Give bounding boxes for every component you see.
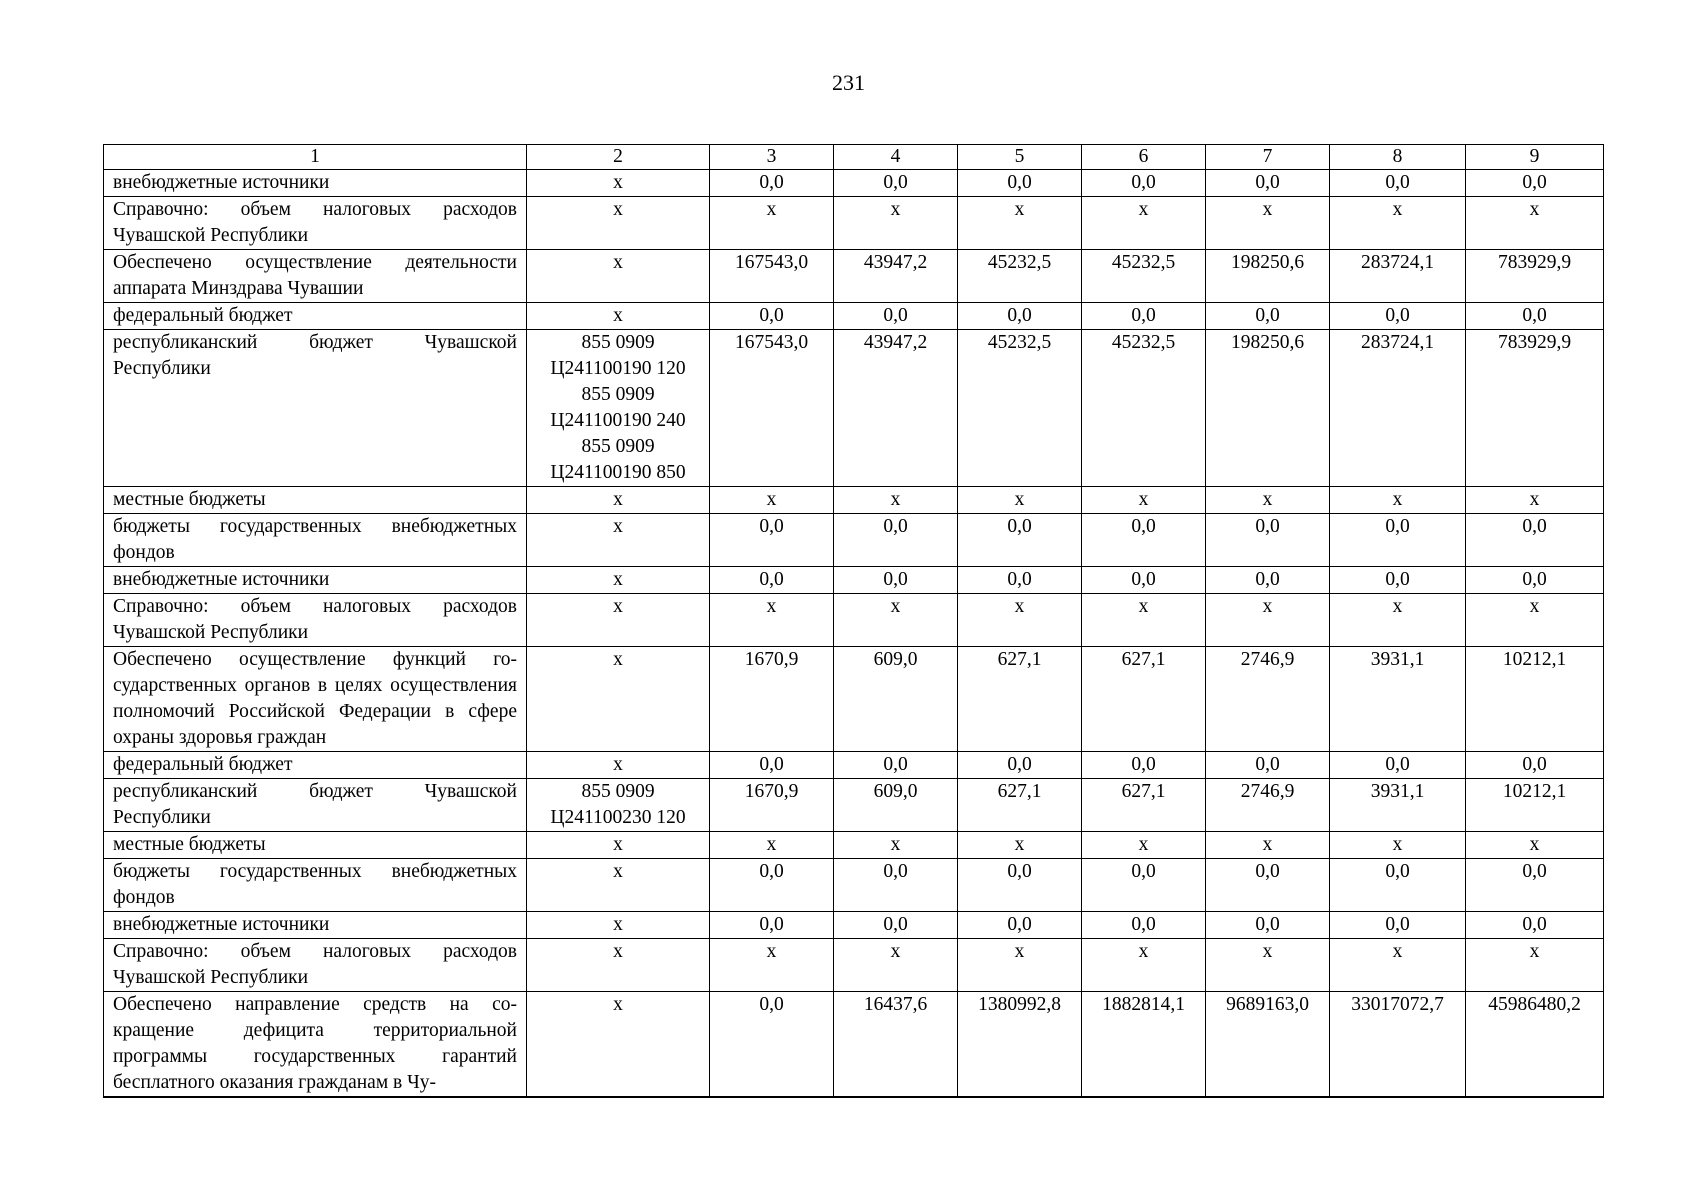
value-cell: х xyxy=(1206,939,1330,992)
value-cell: х xyxy=(834,939,958,992)
value-cell: х xyxy=(1466,197,1604,250)
budget-code-line: х xyxy=(613,754,623,775)
value-cell: 43947,2 xyxy=(834,330,958,487)
value-cell: х xyxy=(710,832,834,859)
value-cell: х xyxy=(1082,939,1206,992)
value-cell: 45232,5 xyxy=(958,330,1082,487)
value-cell: 1670,9 xyxy=(710,779,834,832)
table-row xyxy=(104,250,1604,303)
budget-code-line: х xyxy=(613,941,623,962)
value-cell: 0,0 xyxy=(710,514,834,567)
value-cell: 0,0 xyxy=(1206,514,1330,567)
value-cell: 0,0 xyxy=(834,514,958,567)
budget-code xyxy=(527,859,710,912)
budget-code xyxy=(527,992,710,1098)
value-cell: 0,0 xyxy=(958,567,1082,594)
value-cell: 0,0 xyxy=(834,303,958,330)
table-row xyxy=(104,859,1604,912)
budget-code xyxy=(527,594,710,647)
budget-code xyxy=(527,912,710,939)
budget-code-line: х xyxy=(613,569,623,590)
value-cell: 609,0 xyxy=(834,647,958,752)
table-body xyxy=(104,145,1604,1098)
value-cell: 0,0 xyxy=(958,170,1082,197)
row-name: Обеспечено осуществление деятельности аппарата Минздрава Чувашии xyxy=(104,250,527,303)
budget-table xyxy=(103,144,1604,1098)
value-cell: 627,1 xyxy=(958,779,1082,832)
value-cell: 0,0 xyxy=(1466,170,1604,197)
table-row xyxy=(104,992,1604,1098)
value-cell: 0,0 xyxy=(834,859,958,912)
column-number: 2 xyxy=(527,145,710,170)
value-cell: 0,0 xyxy=(1206,170,1330,197)
value-cell: 0,0 xyxy=(1082,567,1206,594)
value-cell: 0,0 xyxy=(958,859,1082,912)
budget-code-line: х xyxy=(613,914,623,935)
value-cell: х xyxy=(1206,197,1330,250)
value-cell: 0,0 xyxy=(1206,303,1330,330)
value-cell: 0,0 xyxy=(1330,514,1466,567)
value-cell: х xyxy=(1466,939,1604,992)
table-row xyxy=(104,303,1604,330)
value-cell: 0,0 xyxy=(1466,303,1604,330)
row-name: местные бюджеты xyxy=(104,832,527,859)
value-cell: 45986480,2 xyxy=(1466,992,1604,1098)
budget-code-line: 855 0909 xyxy=(581,384,655,405)
column-number: 6 xyxy=(1082,145,1206,170)
row-name: местные бюджеты xyxy=(104,487,527,514)
value-cell: х xyxy=(710,197,834,250)
budget-code-line: 855 0909 xyxy=(581,436,655,457)
value-cell: 0,0 xyxy=(1082,170,1206,197)
value-cell: х xyxy=(1206,487,1330,514)
value-cell: 10212,1 xyxy=(1466,779,1604,832)
value-cell: 0,0 xyxy=(1082,912,1206,939)
budget-code-line: х xyxy=(613,516,623,537)
value-cell: х xyxy=(1206,594,1330,647)
value-cell: х xyxy=(1206,832,1330,859)
row-name: Обеспечено направление средств на сокращение дефицита территориальной программы государственных гарантий бесплатного оказания гражданам в Чу- xyxy=(104,992,527,1098)
value-cell: х xyxy=(710,594,834,647)
column-number: 5 xyxy=(958,145,1082,170)
value-cell: х xyxy=(1466,487,1604,514)
row-name: бюджеты государственных внебюджетных фондов xyxy=(104,514,527,567)
value-cell: 0,0 xyxy=(710,567,834,594)
value-cell: х xyxy=(710,939,834,992)
value-cell: 0,0 xyxy=(1466,567,1604,594)
value-cell: 627,1 xyxy=(1082,647,1206,752)
table-row xyxy=(104,330,1604,487)
table-row xyxy=(104,487,1604,514)
value-cell: х xyxy=(1330,594,1466,647)
value-cell: 45232,5 xyxy=(1082,250,1206,303)
row-name: Обеспечено осуществление функций государственных органов в целях осуществления полномочий Российской Федерации в сфере охраны здоровья граждан xyxy=(104,647,527,752)
value-cell: 198250,6 xyxy=(1206,250,1330,303)
value-cell: х xyxy=(834,594,958,647)
row-name: федеральный бюджет xyxy=(104,752,527,779)
value-cell: 0,0 xyxy=(958,514,1082,567)
value-cell: 45232,5 xyxy=(958,250,1082,303)
column-number: 7 xyxy=(1206,145,1330,170)
budget-code-line: х xyxy=(613,994,623,1015)
budget-code xyxy=(527,197,710,250)
row-name: внебюджетные источники xyxy=(104,912,527,939)
value-cell: 0,0 xyxy=(958,912,1082,939)
value-cell: х xyxy=(1330,939,1466,992)
value-cell: х xyxy=(1466,594,1604,647)
value-cell: 0,0 xyxy=(1082,859,1206,912)
row-name: Справочно: объем налоговых расходов Чувашской Республики xyxy=(104,939,527,992)
value-cell: 0,0 xyxy=(710,303,834,330)
row-name: республиканский бюджет Чувашской Республики xyxy=(104,330,527,487)
value-cell: х xyxy=(1082,487,1206,514)
value-cell: х xyxy=(1082,594,1206,647)
budget-code-line: х xyxy=(613,649,623,670)
value-cell: х xyxy=(834,197,958,250)
value-cell: 0,0 xyxy=(958,303,1082,330)
value-cell: 167543,0 xyxy=(710,250,834,303)
value-cell: 2746,9 xyxy=(1206,779,1330,832)
value-cell: х xyxy=(958,939,1082,992)
value-cell: х xyxy=(1330,832,1466,859)
value-cell: 16437,6 xyxy=(834,992,958,1098)
table-row xyxy=(104,647,1604,752)
row-name: бюджеты государственных внебюджетных фондов xyxy=(104,859,527,912)
value-cell: 627,1 xyxy=(1082,779,1206,832)
value-cell: 0,0 xyxy=(1206,752,1330,779)
budget-code xyxy=(527,939,710,992)
row-name: федеральный бюджет xyxy=(104,303,527,330)
value-cell: х xyxy=(1330,487,1466,514)
budget-code-line: Ц241100190 850 xyxy=(550,462,686,483)
column-number: 1 xyxy=(104,145,527,170)
value-cell: 0,0 xyxy=(1206,859,1330,912)
budget-code xyxy=(527,832,710,859)
value-cell: 0,0 xyxy=(710,992,834,1098)
budget-code xyxy=(527,303,710,330)
row-name: внебюджетные источники xyxy=(104,170,527,197)
column-number-row xyxy=(104,145,1604,170)
budget-code xyxy=(527,170,710,197)
budget-code-line: Ц241100230 120 xyxy=(550,807,686,828)
value-cell: 0,0 xyxy=(834,170,958,197)
table-row xyxy=(104,514,1604,567)
value-cell: 0,0 xyxy=(1330,567,1466,594)
value-cell: 1882814,1 xyxy=(1082,992,1206,1098)
value-cell: 627,1 xyxy=(958,647,1082,752)
value-cell: 1380992,8 xyxy=(958,992,1082,1098)
budget-code xyxy=(527,647,710,752)
value-cell: 1670,9 xyxy=(710,647,834,752)
value-cell: 0,0 xyxy=(1330,912,1466,939)
value-cell: 0,0 xyxy=(1330,170,1466,197)
value-cell: 10212,1 xyxy=(1466,647,1604,752)
value-cell: 283724,1 xyxy=(1330,330,1466,487)
budget-code-line: 855 0909 xyxy=(581,781,655,802)
row-name: Справочно: объем налоговых расходов Чувашской Республики xyxy=(104,594,527,647)
budget-code xyxy=(527,752,710,779)
table-row xyxy=(104,939,1604,992)
page-number: 231 xyxy=(832,70,865,95)
value-cell: 0,0 xyxy=(710,912,834,939)
budget-code xyxy=(527,330,710,487)
value-cell: 0,0 xyxy=(1466,912,1604,939)
value-cell: 0,0 xyxy=(1466,752,1604,779)
table-row xyxy=(104,197,1604,250)
column-number: 9 xyxy=(1466,145,1604,170)
row-name: Справочно: объем налоговых расходов Чувашской Республики xyxy=(104,197,527,250)
value-cell: 0,0 xyxy=(834,567,958,594)
value-cell: 0,0 xyxy=(958,752,1082,779)
table-row xyxy=(104,567,1604,594)
table-row xyxy=(104,594,1604,647)
value-cell: 0,0 xyxy=(1466,514,1604,567)
value-cell: 0,0 xyxy=(834,912,958,939)
budget-code-line: х xyxy=(613,834,623,855)
value-cell: х xyxy=(958,594,1082,647)
budget-code-line: х xyxy=(613,305,623,326)
budget-code-line: х xyxy=(613,172,623,193)
budget-code-line: х xyxy=(613,596,623,617)
table-row xyxy=(104,912,1604,939)
row-name: республиканский бюджет Чувашской Республики xyxy=(104,779,527,832)
budget-code xyxy=(527,514,710,567)
budget-code-line: х xyxy=(613,861,623,882)
value-cell: 0,0 xyxy=(834,752,958,779)
value-cell: 0,0 xyxy=(1330,752,1466,779)
value-cell: х xyxy=(710,487,834,514)
value-cell: 0,0 xyxy=(1082,752,1206,779)
value-cell: 283724,1 xyxy=(1330,250,1466,303)
value-cell: 0,0 xyxy=(1330,859,1466,912)
value-cell: 0,0 xyxy=(710,170,834,197)
value-cell: х xyxy=(1330,197,1466,250)
value-cell: х xyxy=(834,487,958,514)
value-cell: 783929,9 xyxy=(1466,330,1604,487)
value-cell: х xyxy=(1466,832,1604,859)
table-row xyxy=(104,752,1604,779)
value-cell: 9689163,0 xyxy=(1206,992,1330,1098)
table-row xyxy=(104,832,1604,859)
value-cell: х xyxy=(958,197,1082,250)
value-cell: 167543,0 xyxy=(710,330,834,487)
value-cell: 3931,1 xyxy=(1330,779,1466,832)
value-cell: 3931,1 xyxy=(1330,647,1466,752)
value-cell: 783929,9 xyxy=(1466,250,1604,303)
value-cell: 2746,9 xyxy=(1206,647,1330,752)
value-cell: 198250,6 xyxy=(1206,330,1330,487)
column-number: 3 xyxy=(710,145,834,170)
value-cell: х xyxy=(958,487,1082,514)
value-cell: х xyxy=(1082,197,1206,250)
table-row xyxy=(104,170,1604,197)
value-cell: х xyxy=(834,832,958,859)
budget-code-line: х xyxy=(613,199,623,220)
budget-code xyxy=(527,779,710,832)
value-cell: х xyxy=(1082,832,1206,859)
value-cell: 0,0 xyxy=(1206,912,1330,939)
value-cell: 0,0 xyxy=(1082,303,1206,330)
table-row xyxy=(104,779,1604,832)
value-cell: 0,0 xyxy=(1330,303,1466,330)
value-cell: 45232,5 xyxy=(1082,330,1206,487)
value-cell: 609,0 xyxy=(834,779,958,832)
value-cell: 0,0 xyxy=(710,752,834,779)
budget-code xyxy=(527,567,710,594)
value-cell: х xyxy=(958,832,1082,859)
value-cell: 43947,2 xyxy=(834,250,958,303)
budget-code-line: Ц241100190 120 xyxy=(550,358,686,379)
budget-code-line: х xyxy=(613,489,623,510)
value-cell: 0,0 xyxy=(1206,567,1330,594)
column-number: 4 xyxy=(834,145,958,170)
budget-code xyxy=(527,487,710,514)
value-cell: 33017072,7 xyxy=(1330,992,1466,1098)
row-name: внебюджетные источники xyxy=(104,567,527,594)
column-number: 8 xyxy=(1330,145,1466,170)
budget-code-line: х xyxy=(613,252,623,273)
value-cell: 0,0 xyxy=(1466,859,1604,912)
budget-code-line: 855 0909 xyxy=(581,332,655,353)
budget-code-line: Ц241100190 240 xyxy=(550,410,686,431)
value-cell: 0,0 xyxy=(1082,514,1206,567)
budget-code xyxy=(527,250,710,303)
value-cell: 0,0 xyxy=(710,859,834,912)
